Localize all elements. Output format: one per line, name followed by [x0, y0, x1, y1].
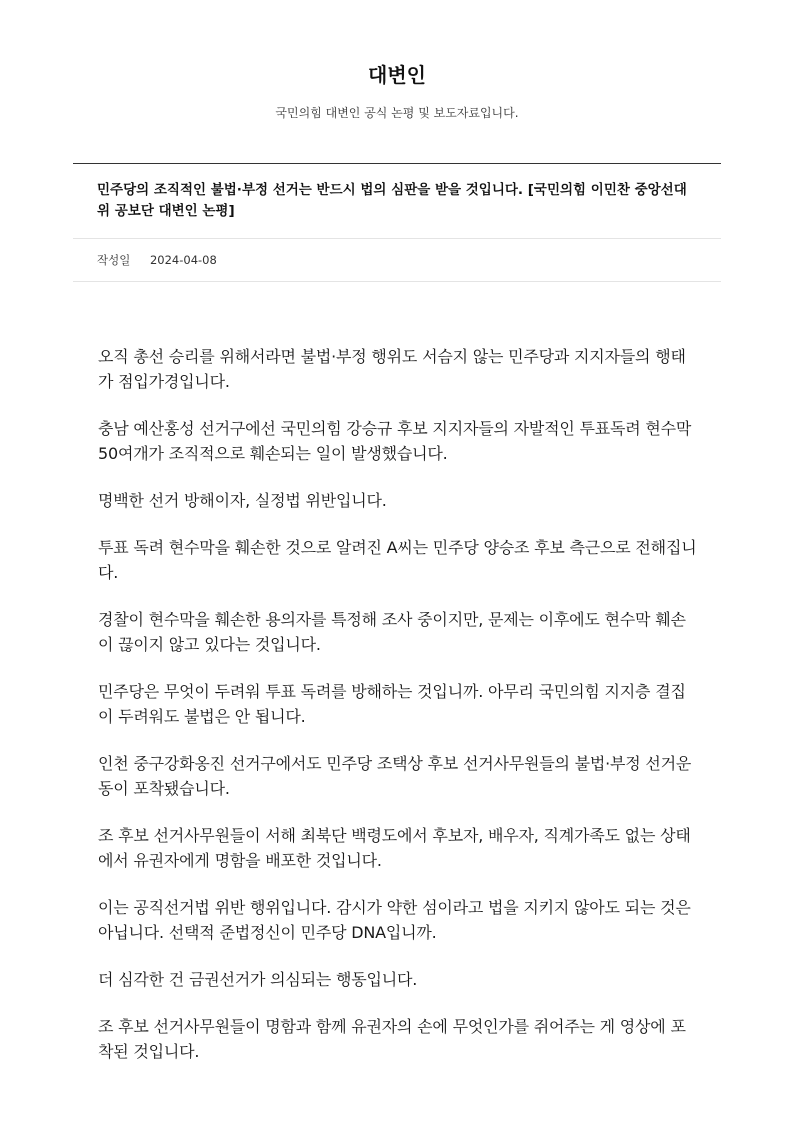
- body-paragraph: 명백한 선거 방해이자, 실정법 위반입니다.: [98, 491, 387, 510]
- article-meta: [73, 239, 721, 282]
- article-date: 2024-04-08: [149, 253, 217, 267]
- body-paragraph: 경찰이 현수막을 훼손한 용의자를 특정해 조사 중이지만, 문제는 이후에도 현수막 훼손이 끊이지 않고 있다는 것입니다.: [98, 610, 686, 654]
- body-paragraph: 조 후보 선거사무원들이 명함과 함께 유권자의 손에 무엇인가를 쥐어주는 게 영상에 포착된 것입니다.: [98, 1017, 686, 1061]
- body-paragraph: 민주당은 무엇이 두려워 투표 독려를 방해하는 것입니까. 아무리 국민의힘 지지층 결집이 두려워도 불법은 안 됩니다.: [98, 682, 686, 726]
- body-paragraph: 투표 독려 현수막을 훼손한 것으로 알려진 A씨는 민주당 양승조 후보 측근으로 전해집니다.: [98, 538, 697, 582]
- article-title: 민주당의 조직적인 불법·부정 선거는 반드시 법의 심판을 받을 것입니다. [국민의힘 이민찬 중앙선대위 공보단 대변인 논평]: [73, 164, 721, 239]
- body-paragraph: 인천 중구강화옹진 선거구에서도 민주당 조택상 후보 선거사무원들의 불법·부정 선거운동이 포착됐습니다.: [98, 754, 692, 798]
- body-paragraph: 충남 예산홍성 선거구에선 국민의힘 강승규 후보 지지자들의 자발적인 투표독려 현수막 50여개가 조직적으로 훼손되는 일이 발생했습니다.: [98, 419, 692, 463]
- body-paragraph: 조 후보 선거사무원들이 서해 최북단 백령도에서 후보자, 배우자, 직계가족도 없는 상태에서 유권자에게 명함을 배포한 것입니다.: [98, 826, 691, 870]
- body-paragraph: 더 심각한 건 금권선거가 의심되는 행동입니다.: [98, 970, 418, 989]
- article-header: [73, 163, 721, 282]
- site-subtitle: 국민의힘 대변인 공식 논평 및 보도자료입니다.: [275, 106, 519, 120]
- page-header: [0, 60, 794, 122]
- article-body: [98, 344, 698, 1086]
- site-title: 대변인: [368, 63, 426, 87]
- body-paragraph: 오직 총선 승리를 위해서라면 불법·부정 행위도 서슴지 않는 민주당과 지지자들의 행태가 점입가경입니다.: [98, 347, 686, 391]
- date-label: 작성일: [97, 253, 131, 267]
- body-paragraph: 이는 공직선거법 위반 행위입니다. 감시가 약한 섬이라고 법을 지키지 않아도 되는 것은 아닙니다. 선택적 준법정신이 민주당 DNA입니까.: [98, 898, 691, 942]
